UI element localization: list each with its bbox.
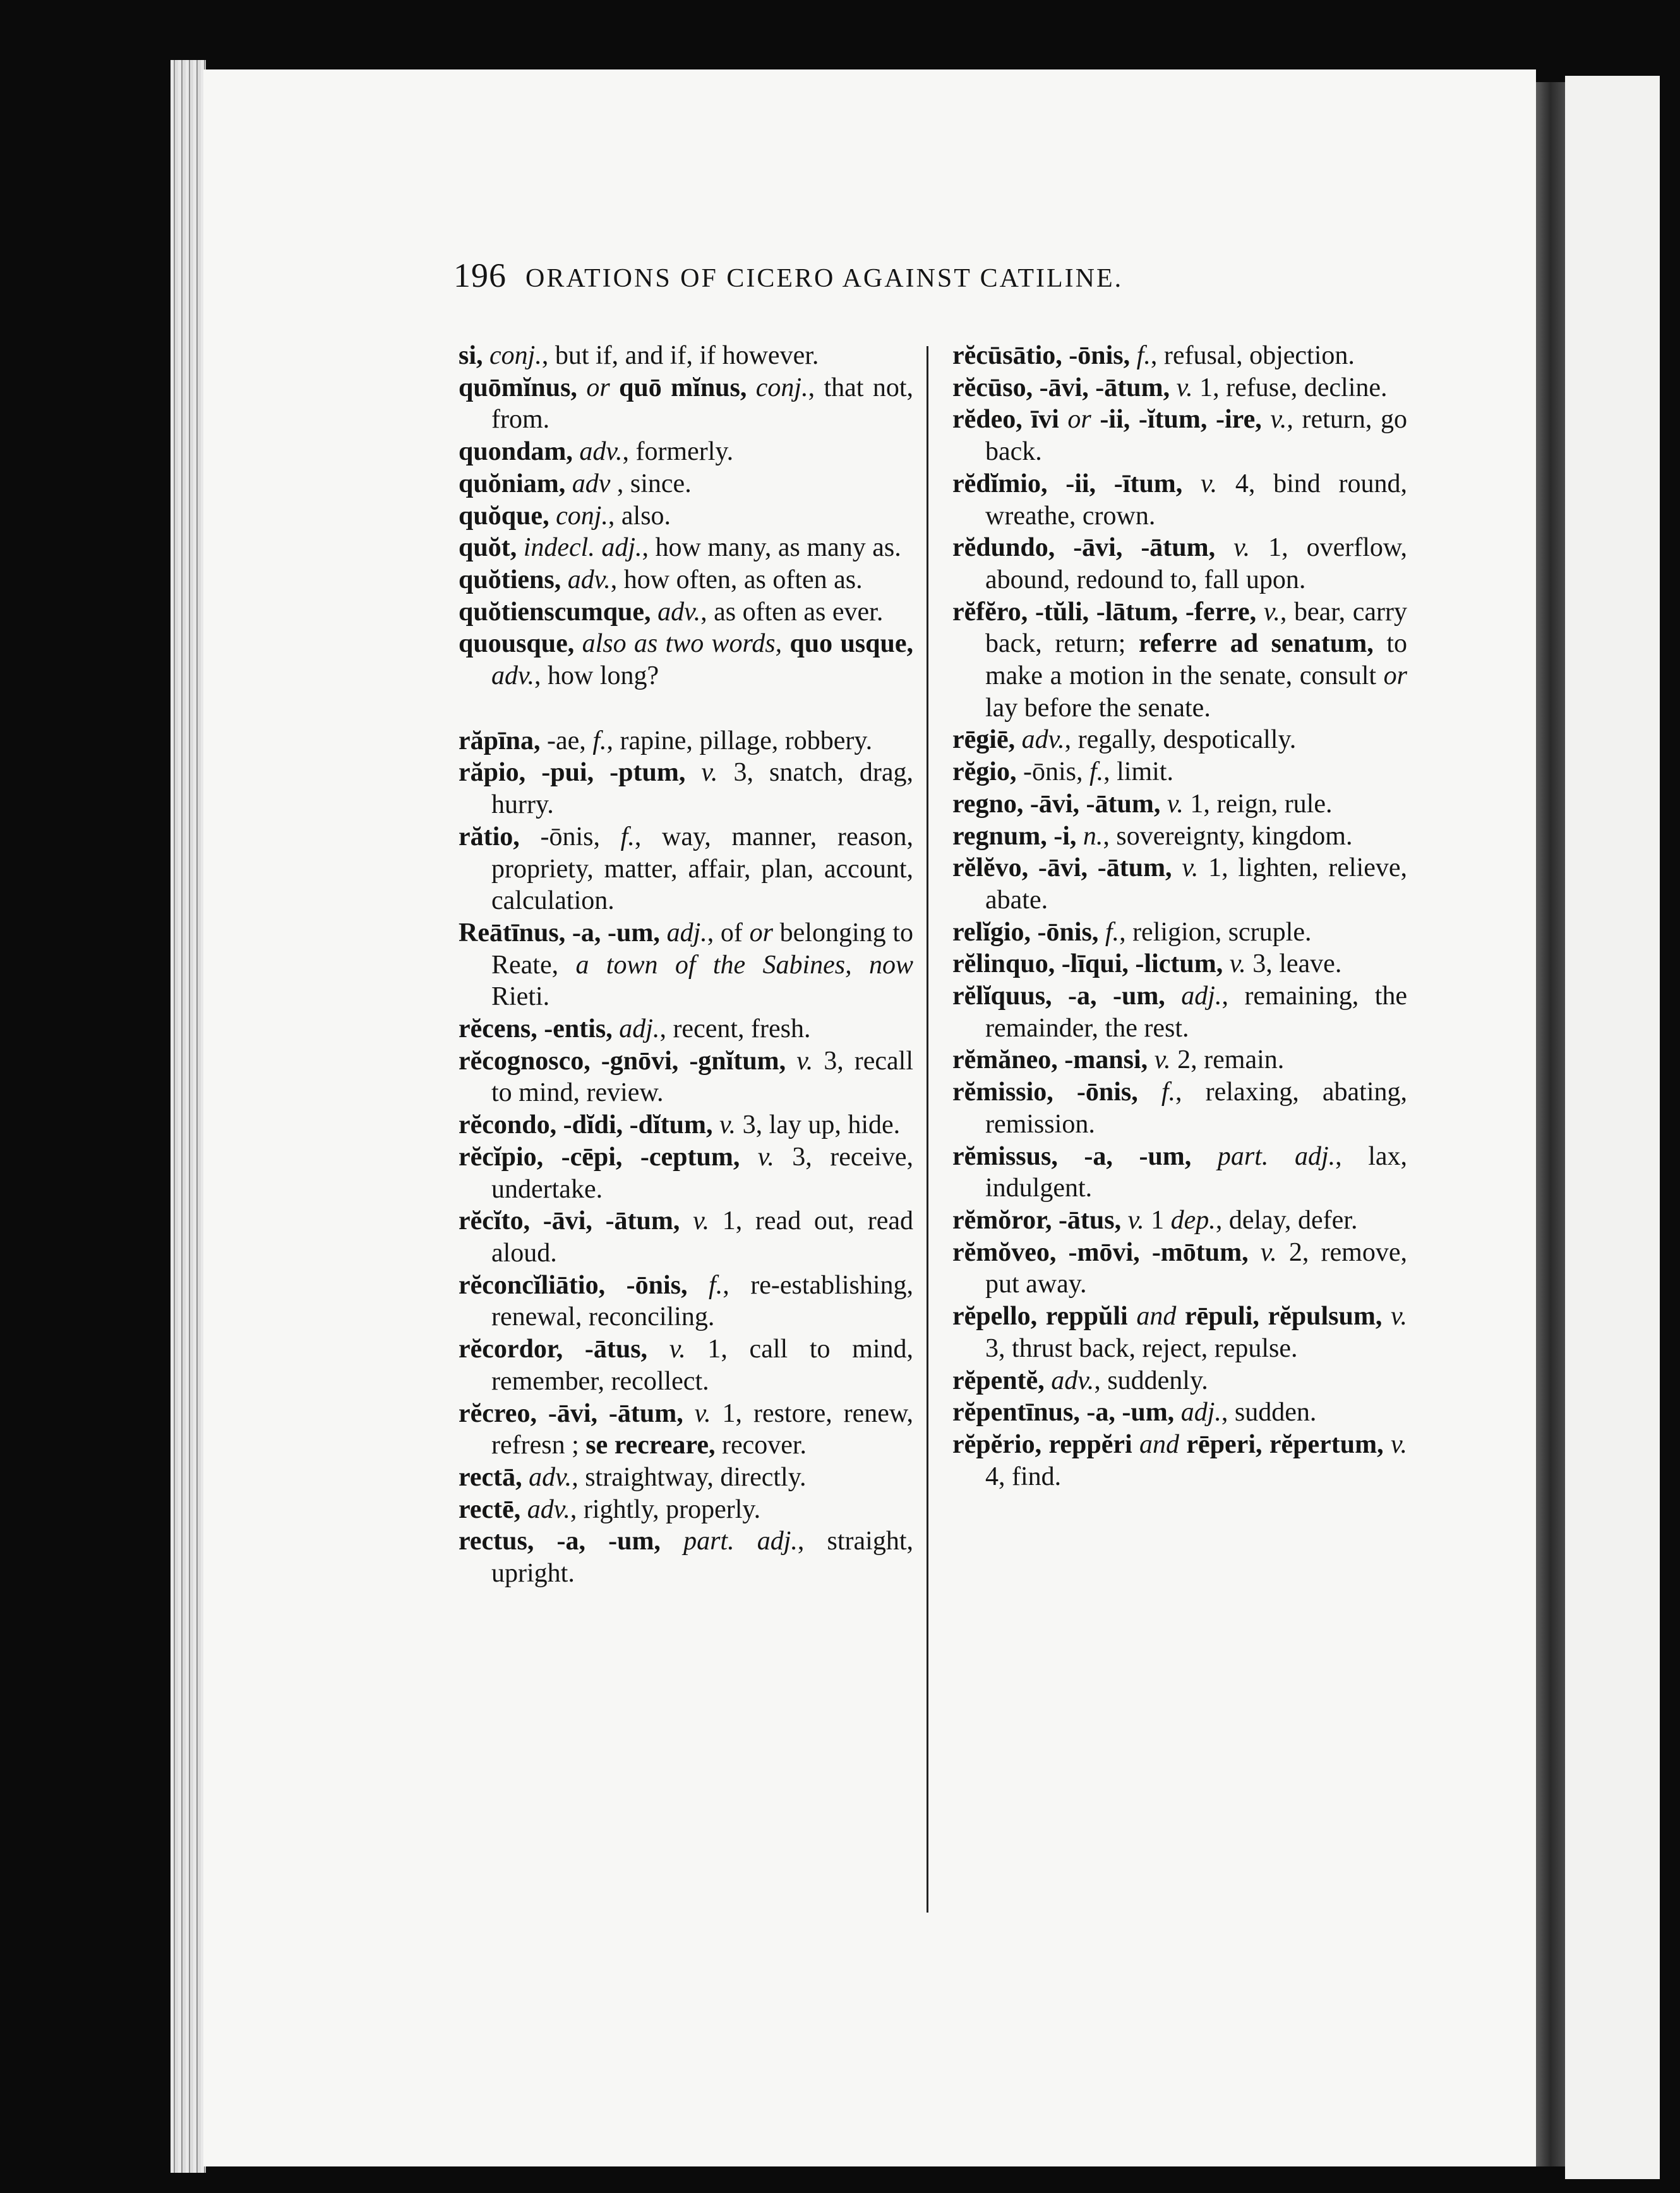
entry-abbreviation: or xyxy=(749,918,773,947)
entry-headword: rēpuli, rĕpulsum, xyxy=(1184,1302,1391,1331)
entry-abbreviation: v. xyxy=(1233,533,1251,563)
entry-headword: quo usque, xyxy=(789,629,914,659)
entry-definition: 1, reign, rule. xyxy=(1183,789,1333,819)
entry-abbreviation: and xyxy=(1136,1302,1185,1331)
entry-abbreviation: v. xyxy=(1167,789,1184,819)
entry-headword: rĕpĕrio, reppĕri xyxy=(952,1429,1140,1459)
entry-headword: quŏt, xyxy=(459,533,524,563)
entry-headword: răpio, -pui, -ptum, xyxy=(459,758,702,788)
left-column xyxy=(459,340,913,1590)
entry-abbreviation: v. xyxy=(694,1398,711,1428)
entry-headword: rĕcens, -entis, xyxy=(459,1014,620,1044)
entry-headword: rĕmăneo, -mansi, xyxy=(952,1045,1155,1075)
entry-headword: si, xyxy=(459,341,490,370)
entry-definition: 1, overflow, abound, redound to, fall upon. xyxy=(985,533,1407,594)
entry-headword: relĭgio, -ōnis, xyxy=(952,917,1105,947)
glossary-entry xyxy=(952,852,1407,916)
entry-abbreviation: a town of the Sabines, now xyxy=(575,950,913,980)
entry-abbreviation: f. xyxy=(620,822,635,851)
entry-definition: , way, manner, reason, propriety, matter, affair, plan, account, calculation. xyxy=(491,822,914,916)
entry-headword: rĕcondo, -dĭdi, -dĭtum, xyxy=(459,1110,720,1140)
entry-definition: , but if, and if, if however. xyxy=(541,341,819,370)
entry-abbreviation: v. xyxy=(669,1335,686,1364)
entry-headword: rĕfĕro, -tŭli, -lātum, -ferre, xyxy=(952,597,1264,627)
glossary-entry xyxy=(459,1494,913,1526)
entry-abbreviation: adv. xyxy=(1021,725,1065,755)
entry-definition: , recent, fresh. xyxy=(659,1014,811,1044)
running-title: ORATIONS OF CICERO AGAINST CATILINE. xyxy=(525,264,1124,293)
entry-abbreviation: v. xyxy=(1390,1429,1407,1459)
entry-definition: , of xyxy=(707,918,750,947)
entry-definition: , bear, carry back, return; xyxy=(985,597,1407,659)
glossary-entry xyxy=(459,1398,913,1462)
entry-definition: 3, thrust back, reject, repulse. xyxy=(985,1333,1298,1363)
entry-definition: Rieti. xyxy=(491,982,550,1012)
entry-abbreviation: adj. xyxy=(1180,1398,1221,1427)
entry-abbreviation: adv. xyxy=(491,661,535,691)
entry-definition: , delay, defer. xyxy=(1215,1205,1358,1235)
entry-headword: quōmĭnus, xyxy=(459,373,587,402)
glossary-entry xyxy=(459,1270,913,1333)
glossary-entry xyxy=(952,596,1407,724)
entry-headword: rĕmissio, -ōnis, xyxy=(952,1078,1161,1107)
entry-abbreviation: or xyxy=(586,373,620,402)
entry-definition: , religion, scruple. xyxy=(1119,917,1312,947)
entry-definition: , regally, despotically. xyxy=(1064,725,1297,755)
entry-abbreviation: conj. xyxy=(489,341,542,370)
entry-definition: 1, call to mind, remember, recollect. xyxy=(491,1335,913,1396)
entry-headword: rēperi, rĕpertum, xyxy=(1186,1429,1391,1459)
glossary-entry xyxy=(952,1076,1407,1140)
entry-definition: , also. xyxy=(608,501,671,531)
entry-definition: 3, leave. xyxy=(1245,949,1342,979)
entry-definition: -ōnis, xyxy=(1023,757,1089,787)
entry-definition: , sudden. xyxy=(1221,1398,1317,1427)
facing-page-edge xyxy=(1565,76,1660,2179)
entry-abbreviation: adv. xyxy=(657,597,701,627)
entry-definition: 4, find. xyxy=(985,1462,1062,1491)
glossary-entry xyxy=(952,820,1407,853)
entry-abbreviation: f. xyxy=(1089,757,1104,787)
entry-definition: , as often as ever. xyxy=(700,597,884,627)
entry-definition: , sovereignty, kingdom. xyxy=(1103,821,1353,851)
entry-abbreviation: f. xyxy=(1136,341,1151,370)
entry-abbreviation: also as two words, xyxy=(582,629,790,659)
book-gutter xyxy=(1536,82,1565,2166)
glossary-entry xyxy=(459,1109,913,1141)
entry-abbreviation: v. xyxy=(1263,597,1280,627)
glossary-entry xyxy=(952,372,1407,404)
entry-abbreviation: conj. xyxy=(755,373,808,402)
entry-abbreviation: v. xyxy=(719,1110,736,1140)
entry-abbreviation: and xyxy=(1139,1429,1187,1459)
entry-abbreviation: v. xyxy=(1127,1205,1144,1235)
entry-abbreviation: adj. xyxy=(619,1014,660,1044)
glossary-entry xyxy=(459,340,913,372)
glossary-entry xyxy=(459,468,913,500)
glossary-entry xyxy=(952,468,1407,532)
entry-headword: quŏque, xyxy=(459,501,556,531)
entry-abbreviation: v. xyxy=(1260,1237,1277,1267)
glossary-entry xyxy=(952,340,1407,372)
entry-abbreviation: v. xyxy=(1270,405,1287,435)
entry-headword: rēgiē, xyxy=(952,725,1022,755)
entry-definition: , re-establishing, renewal, reconciling. xyxy=(491,1270,914,1332)
glossary-entry xyxy=(459,532,913,564)
entry-definition: -ōnis, xyxy=(540,822,621,851)
entry-definition: , formerly. xyxy=(622,437,734,467)
entry-headword: rĕcĭpio, -cēpi, -ceptum, xyxy=(459,1142,758,1172)
entry-headword: Reātīnus, -a, -um, xyxy=(459,918,667,947)
glossary-entry xyxy=(952,1141,1407,1205)
entry-abbreviation: adv. xyxy=(579,437,623,467)
entry-abbreviation: v. xyxy=(701,758,718,788)
entry-headword: rĕlĕvo, -āvi, -ātum, xyxy=(952,853,1182,883)
entry-definition: , rapine, pillage, robbery. xyxy=(606,726,873,755)
glossary-entry xyxy=(459,436,913,468)
entry-abbreviation: v. xyxy=(693,1206,710,1236)
entry-headword: răpīna, xyxy=(459,726,548,755)
glossary-entry xyxy=(459,1205,913,1269)
glossary-entry xyxy=(459,628,913,692)
entry-abbreviation: v. xyxy=(1182,853,1199,883)
entry-abbreviation: dep. xyxy=(1170,1205,1216,1235)
entry-abbreviation: adj. xyxy=(666,918,707,947)
entry-definition: 1, restore, renew, refresn ; xyxy=(491,1398,913,1460)
entry-headword: rĕdeo, īvi xyxy=(952,405,1068,435)
entry-headword: rĕcūsātio, -ōnis, xyxy=(952,341,1137,370)
entry-definition: 3, snatch, drag, hurry. xyxy=(491,758,913,820)
entry-headword: referre ad senatum, xyxy=(1138,629,1387,659)
entry-definition: , that not, from. xyxy=(491,373,913,435)
entry-definition: , remaining, the remainder, the rest. xyxy=(985,982,1408,1043)
entry-headword: rĕpentīnus, -a, -um, xyxy=(952,1398,1181,1427)
entry-headword: regno, -āvi, -ātum, xyxy=(952,789,1167,819)
entry-abbreviation: indecl. adj. xyxy=(523,533,642,563)
glossary-entry xyxy=(952,948,1407,980)
entry-abbreviation: conj. xyxy=(556,501,608,531)
glossary-entry xyxy=(459,500,913,532)
glossary-entry xyxy=(952,1429,1407,1493)
glossary-entry xyxy=(459,1045,913,1109)
entry-abbreviation: v. xyxy=(757,1142,774,1172)
entry-headword: rĕdundo, -āvi, -ātum, xyxy=(952,533,1234,563)
right-column xyxy=(952,340,1407,1493)
entry-definition: , straightway, directly. xyxy=(572,1462,807,1492)
entry-headword: quŏtienscumque, xyxy=(459,597,658,627)
glossary-entry xyxy=(459,1141,913,1205)
entry-definition: to make a motion in the senate, consult xyxy=(985,629,1407,691)
entry-headword: rĕmŏveo, -mōvi, -mōtum, xyxy=(952,1237,1261,1267)
entry-definition: -ae, xyxy=(547,726,593,755)
glossary-entry xyxy=(459,564,913,596)
entry-headword: regnum, -i, xyxy=(952,821,1083,851)
entry-definition: , straight, upright. xyxy=(491,1527,913,1589)
entry-headword: rătio, xyxy=(459,822,541,851)
entry-headword: quō mĭnus, xyxy=(619,373,756,402)
glossary-entry xyxy=(952,532,1407,596)
glossary-entry xyxy=(459,917,913,1013)
glossary-entry xyxy=(952,1397,1407,1429)
glossary-entry xyxy=(459,1525,913,1589)
page-number: 196 xyxy=(453,256,507,294)
entry-definition: , how many, as many as. xyxy=(642,533,901,563)
entry-definition: , refusal, objection. xyxy=(1150,341,1355,370)
entry-headword: quŏtiens, xyxy=(459,565,568,594)
entry-definition: 4, bind round, wreathe, crown. xyxy=(985,469,1407,531)
entry-definition: , relaxing, abating, remission. xyxy=(985,1078,1407,1139)
entry-definition: 1, read out, read aloud. xyxy=(491,1206,913,1268)
entry-abbreviation: or xyxy=(1067,405,1100,435)
glossary-entry xyxy=(459,757,913,820)
entry-definition: , limit. xyxy=(1103,757,1173,787)
entry-headword: rectā, xyxy=(459,1462,529,1492)
glossary-entry xyxy=(952,756,1407,788)
entry-headword: quousque, xyxy=(459,629,582,659)
entry-definition: 1, lighten, relieve, abate. xyxy=(985,853,1407,915)
entry-headword: rĕpentĕ, xyxy=(952,1366,1052,1395)
entry-abbreviation: f. xyxy=(1105,917,1120,947)
entry-headword: rĕgio, xyxy=(952,757,1023,787)
entry-headword: quondam, xyxy=(459,437,580,467)
entry-abbreviation: v. xyxy=(1390,1302,1407,1331)
glossary-entry xyxy=(952,1205,1407,1237)
glossary-entry xyxy=(952,1044,1407,1076)
entry-headword: rectē, xyxy=(459,1494,527,1524)
entry-definition: 3, recall to mind, review. xyxy=(491,1046,913,1108)
entry-headword: rĕlĭquus, -a, -um, xyxy=(952,982,1182,1011)
glossary-entry xyxy=(459,596,913,628)
entry-abbreviation: v. xyxy=(1201,469,1218,498)
entry-abbreviation: n. xyxy=(1083,821,1103,851)
entry-abbreviation: v. xyxy=(1176,373,1193,402)
glossary-entry xyxy=(952,1301,1407,1364)
glossary-entry xyxy=(459,372,913,436)
entry-abbreviation: f. xyxy=(592,726,607,755)
entry-abbreviation: adv xyxy=(572,469,611,498)
running-header xyxy=(453,256,1338,300)
glossary-entry xyxy=(952,788,1407,820)
entry-definition: belonging to Reate, xyxy=(491,918,913,980)
entry-headword: se recreare, xyxy=(585,1431,722,1460)
glossary-entry xyxy=(952,404,1407,467)
entry-abbreviation: adv. xyxy=(1051,1366,1095,1395)
entry-abbreviation: or xyxy=(1383,661,1407,691)
entry-headword: rĕmissus, -a, -um, xyxy=(952,1141,1218,1171)
entry-definition: , since. xyxy=(610,469,692,498)
entry-headword: rectus, -a, -um, xyxy=(459,1527,684,1556)
entry-headword: rĕmŏror, -ātus, xyxy=(952,1205,1128,1235)
glossary-entry xyxy=(952,916,1407,949)
entry-headword: rĕcūso, -āvi, -ātum, xyxy=(952,373,1177,402)
entry-abbreviation: adv. xyxy=(567,565,611,594)
entry-abbreviation: f. xyxy=(709,1270,723,1300)
glossary-entry xyxy=(952,1237,1407,1301)
entry-abbreviation: v. xyxy=(1229,949,1246,979)
entry-abbreviation: adv. xyxy=(527,1494,570,1524)
glossary-entry xyxy=(952,980,1407,1044)
entry-abbreviation: v. xyxy=(796,1046,813,1076)
entry-abbreviation: part. adj. xyxy=(1217,1141,1336,1171)
entry-definition: , rightly, properly. xyxy=(570,1494,761,1524)
entry-headword: rĕlinquo, -līqui, -lictum, xyxy=(952,949,1230,979)
glossary-entry xyxy=(459,821,913,917)
glossary-entry xyxy=(459,1333,913,1397)
entry-definition: 3, receive, undertake. xyxy=(491,1142,913,1204)
entry-headword: rĕconcĭliātio, -ōnis, xyxy=(459,1270,709,1300)
entry-definition: 2, remain. xyxy=(1170,1045,1285,1075)
entry-definition: , return, go back. xyxy=(985,405,1407,467)
entry-headword: rĕdĭmio, -ii, -ītum, xyxy=(952,469,1201,498)
entry-definition: , lax, indulgent. xyxy=(985,1141,1408,1203)
entry-headword: rĕcĭto, -āvi, -ātum, xyxy=(459,1206,693,1236)
column-divider xyxy=(927,346,928,1913)
entry-abbreviation: adj. xyxy=(1181,982,1222,1011)
entry-abbreviation: part. adj. xyxy=(683,1527,798,1556)
glossary-entry xyxy=(459,1013,913,1045)
glossary-entry xyxy=(459,1462,913,1494)
entry-headword: -ii, -ĭtum, -ire, xyxy=(1100,405,1271,435)
glossary-entry xyxy=(952,724,1407,756)
entry-headword: rĕcordor, -ātus, xyxy=(459,1335,669,1364)
entry-definition: 2, remove, put away. xyxy=(985,1237,1407,1299)
entry-definition: , how often, as often as. xyxy=(610,565,863,594)
entry-headword: rĕpello, reppŭli xyxy=(952,1302,1137,1331)
book-page-edges xyxy=(171,60,206,2173)
entry-headword: quŏniam, xyxy=(459,469,572,498)
entry-definition: , how long? xyxy=(534,661,659,691)
entry-definition: lay before the senate. xyxy=(985,693,1211,723)
entry-abbreviation: f. xyxy=(1161,1078,1176,1107)
entry-definition: 1, refuse, decline. xyxy=(1192,373,1388,402)
entry-definition: recover. xyxy=(721,1431,807,1460)
glossary-entry xyxy=(459,725,913,757)
entry-headword: rĕcognosco, -gnōvi, -gnĭtum, xyxy=(459,1046,797,1076)
entry-headword: rĕcreo, -āvi, -ātum, xyxy=(459,1398,695,1428)
entry-definition: 3, lay up, hide. xyxy=(736,1110,901,1140)
entry-abbreviation: adv. xyxy=(529,1462,572,1492)
section-break xyxy=(459,692,913,725)
entry-definition: 1 xyxy=(1144,1205,1171,1235)
glossary-entry xyxy=(952,1365,1407,1397)
entry-abbreviation: v. xyxy=(1154,1045,1171,1075)
entry-definition: , suddenly. xyxy=(1094,1366,1208,1395)
